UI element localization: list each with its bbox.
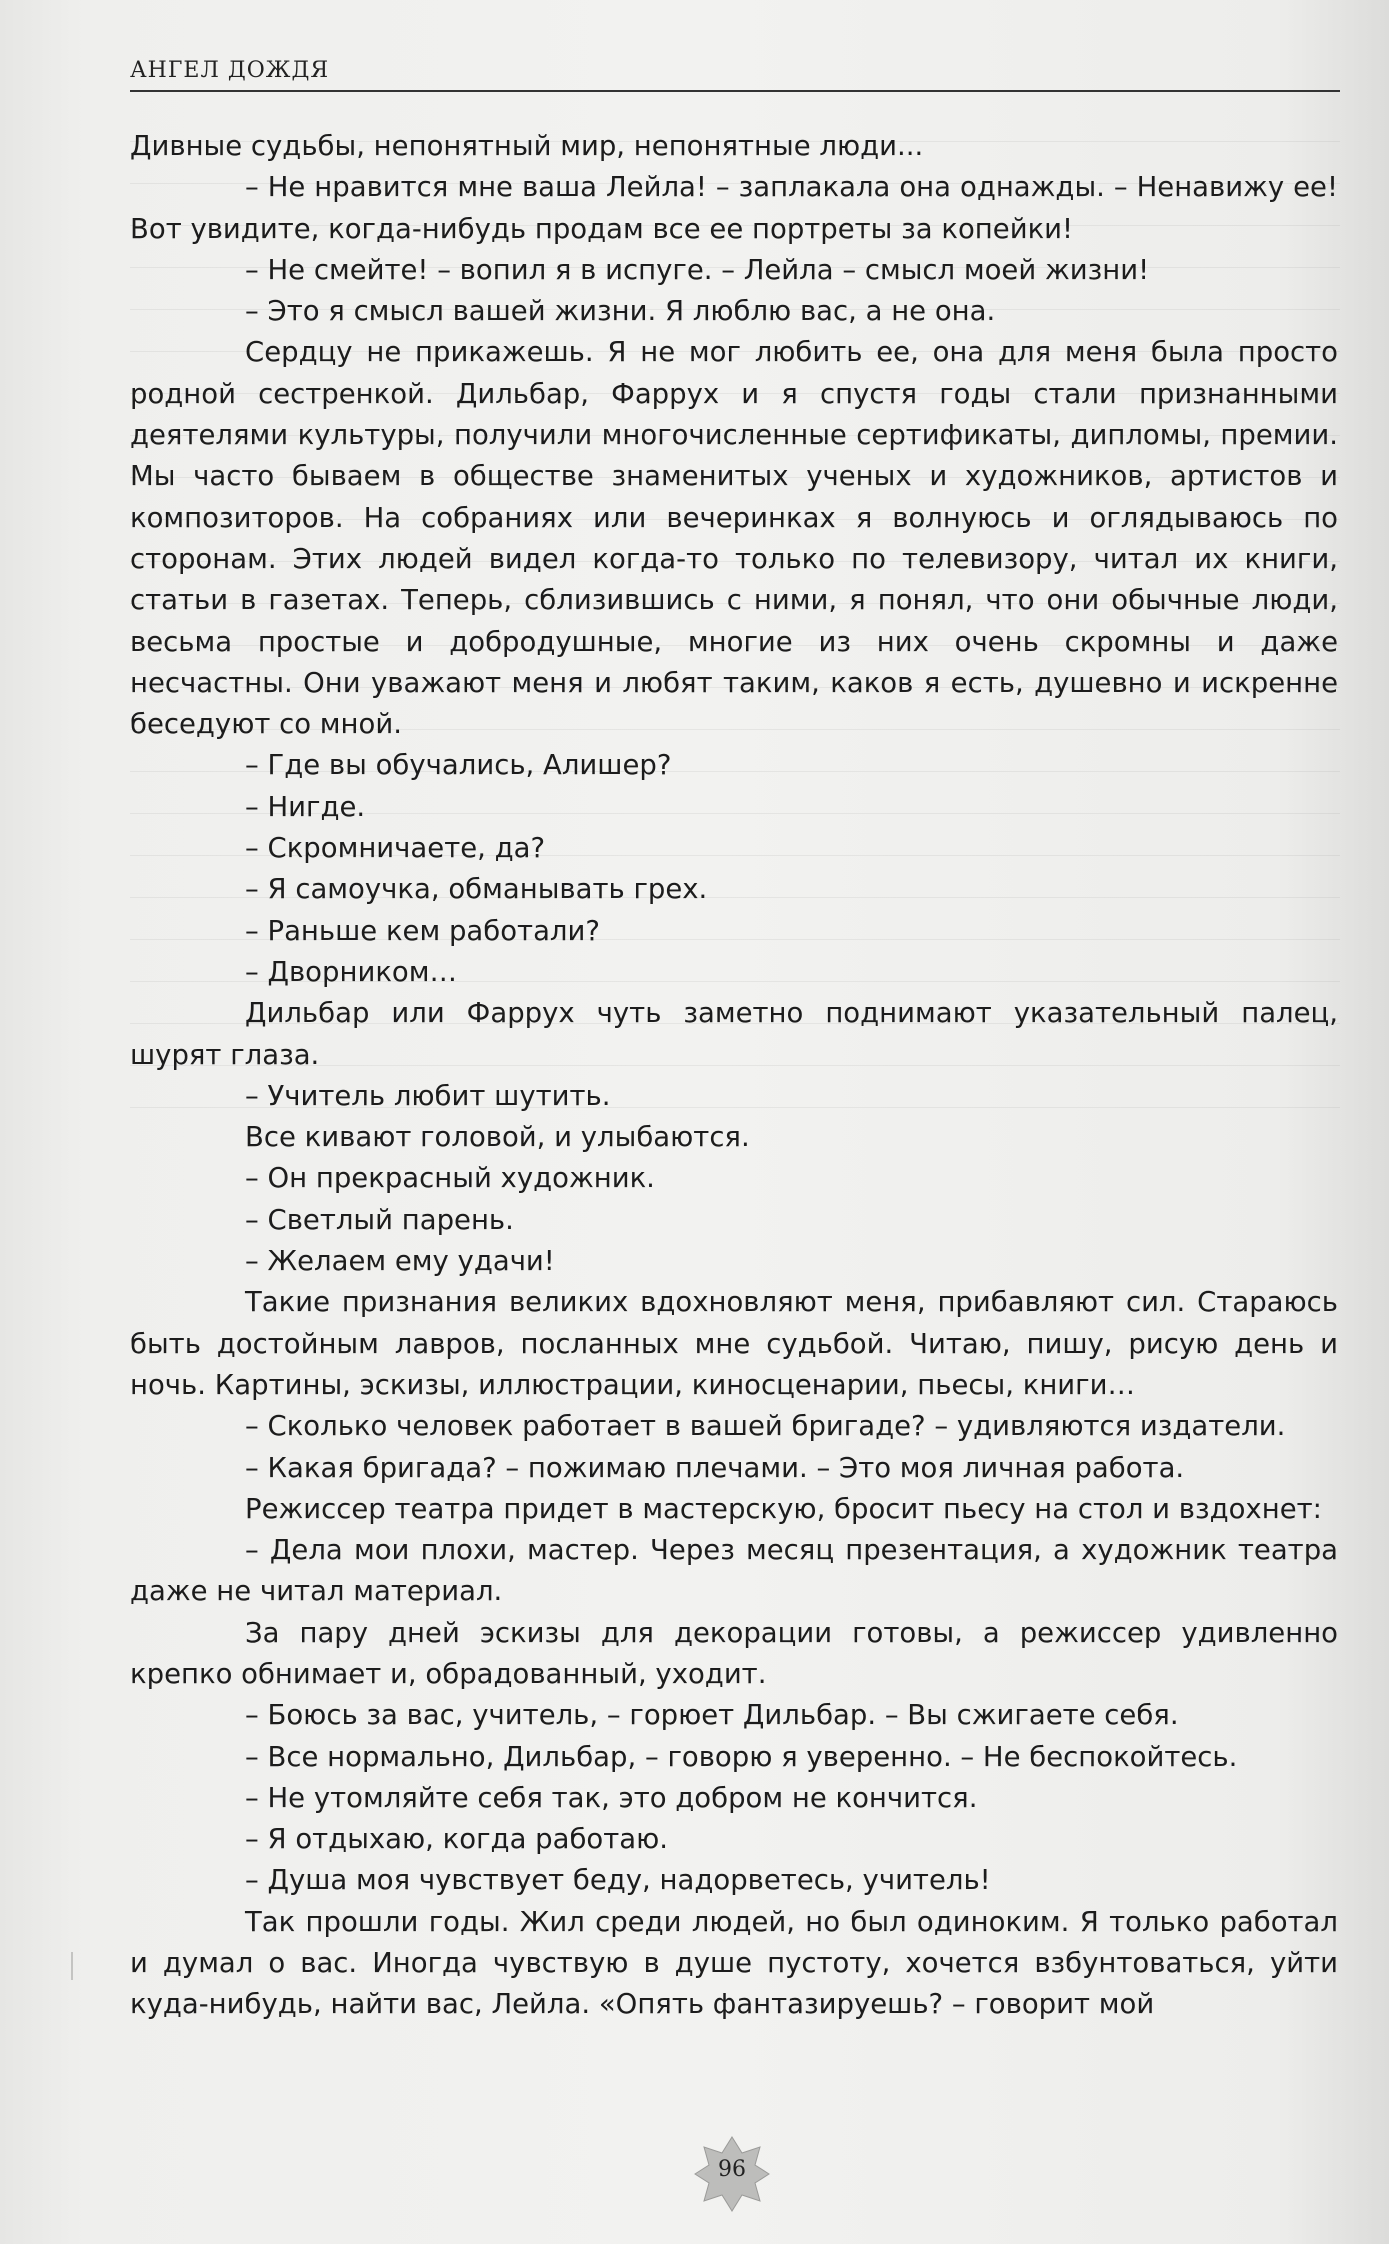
dialogue-line: – Это я смысл вашей жизни. Я люблю вас, а не она. — [245, 295, 996, 328]
dialogue-line: – Не нравится мне ваша Лейла! – заплакала она однажды. – Ненавижу ее! Вот увидите, когда-нибудь продам все ее портреты за копейки! — [130, 171, 1338, 245]
dialogue-line: – Я самоучка, обманывать грех. — [245, 873, 708, 906]
dialogue-line: – Все нормально, Дильбар, – говорю я уверенно. – Не беспокойтесь. — [245, 1740, 1238, 1773]
dialogue-line: – Желаем ему удачи! — [245, 1245, 555, 1278]
body-text — [130, 126, 1338, 2026]
page-number: 96 — [718, 2157, 746, 2182]
dialogue-line: – Какая бригада? – пожимаю плечами. – Это моя личная работа. — [245, 1451, 1185, 1484]
dialogue-line: – Дворником… — [245, 955, 457, 988]
paragraph: Дильбар или Фаррух чуть заметно поднимают указательный палец, шурят глаза. — [130, 997, 1338, 1071]
margin-mark — [62, 1950, 82, 1990]
dialogue-line: – Не смейте! – вопил я в испуге. – Лейла – смысл моей жизни! — [245, 253, 1150, 286]
dialogue-line: – Он прекрасный художник. — [245, 1162, 655, 1195]
dialogue-line: – Дела мои плохи, мастер. Через месяц презентация, а художник театра даже не читал материал. — [130, 1534, 1338, 1608]
dialogue-line: – Сколько человек работает в вашей бригаде? – удивляются издатели. — [245, 1410, 1286, 1443]
dialogue-line: – Боюсь за вас, учитель, – горюет Дильбар. – Вы сжигаете себя. — [245, 1699, 1179, 1732]
paragraph: Все кивают головой, и улыбаются. — [245, 1121, 750, 1154]
dialogue-line: – Скромничаете, да? — [245, 832, 546, 865]
dialogue-line: – Не утомляйте себя так, это добром не кончится. — [245, 1781, 978, 1814]
dialogue-line: – Где вы обучались, Алишер? — [245, 749, 672, 782]
running-header — [130, 58, 1340, 92]
dialogue-line: – Светлый парень. — [245, 1203, 514, 1236]
paragraph: Режиссер театра придет в мастерскую, бросит пьесу на стол и вздохнет: — [245, 1492, 1322, 1525]
book-title: АНГЕЛ ДОЖДЯ — [130, 58, 330, 83]
paragraph: Такие признания великих вдохновляют меня, прибавляют сил. Стараюсь быть достойным лавров, посланных мне судьбой. Читаю, пишу, рисую день и ночь. Картины, эскизы, иллюстрации, киносценарии, пьесы, книги… — [130, 1286, 1338, 1401]
paragraph: За пару дней эскизы для декорации готовы, а режиссер удивленно крепко обнимает и, обрадованный, уходит. — [130, 1616, 1338, 1690]
dialogue-line: – Я отдыхаю, когда работаю. — [245, 1823, 669, 1856]
paragraph: Так прошли годы. Жил среди людей, но был одиноким. Я только работал и думал о вас. Иногда чувствую в душе пустоту, хочется взбунтоваться, уйти куда-нибудь, найти вас, Лейла. «Опять фантазируешь? – говорит мой — [130, 1905, 1338, 2021]
paragraph: Сердцу не прикажешь. Я не мог любить ее, она для меня была просто родной сестренкой. Дильбар, Фаррух и я спустя годы стали признанными деятелями культуры, получили многочисленные сертификаты, дипломы, премии. Мы часто бываем в обществе знаменитых ученых и художников, артистов и композиторов. На собраниях или вечеринках я волнуюсь и оглядываюсь по сторонам. Этих людей видел когда-то только по телевизору, читал их книги, статьи в газетах. Теперь, сблизившись с ними, я понял, что они обычные люди, весьма простые и добродушные, многие из них очень скромны и даже несчастны. Они уважают меня и любят таким, каков я есть, душевно и искренне беседуют со мной. — [130, 336, 1338, 741]
dialogue-line: – Нигде. — [245, 790, 366, 823]
paragraph: Дивные судьбы, непонятный мир, непонятные люди... — [130, 130, 924, 162]
dialogue-line: – Раньше кем работали? — [245, 914, 600, 947]
dialogue-line: – Учитель любит шутить. — [245, 1079, 611, 1112]
dialogue-line: – Душа моя чувствует беду, надорветесь, учитель! — [245, 1864, 991, 1897]
page-number-badge — [693, 2135, 771, 2213]
